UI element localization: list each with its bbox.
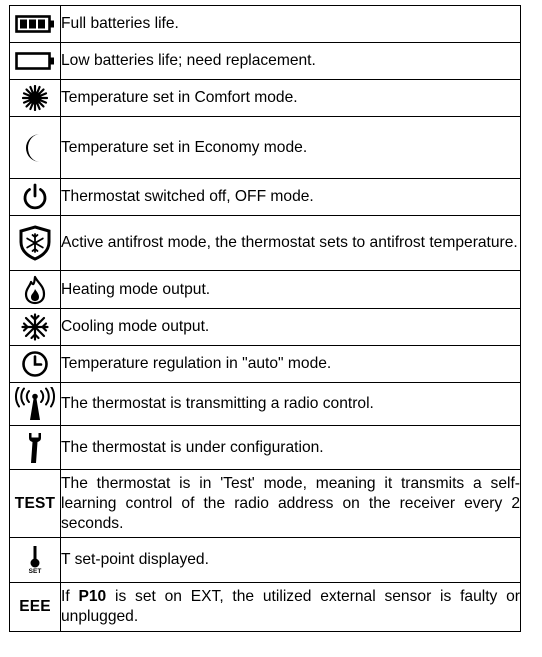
table-row [10, 216, 521, 271]
icon-cell [10, 583, 61, 632]
battery-low-icon [10, 51, 60, 71]
description-text: If [61, 588, 79, 605]
table-row [10, 6, 521, 43]
description-cell: Thermostat switched off, OFF mode. [61, 179, 521, 216]
icon-cell [10, 346, 61, 383]
description-cell: Cooling mode output. [61, 309, 521, 346]
table-row [10, 179, 521, 216]
description-cell: T set-point displayed. [61, 538, 521, 583]
icon-cell [10, 179, 61, 216]
icon-cell [10, 80, 61, 117]
description-cell: Heating mode output. [61, 271, 521, 309]
icon-cell [10, 6, 61, 43]
sun-icon [10, 85, 60, 111]
description-cell [61, 583, 521, 632]
icon-cell [10, 383, 61, 426]
table-row [10, 583, 521, 632]
description-cell: The thermostat is under configuration. [61, 426, 521, 470]
antenna-icon [10, 387, 60, 421]
icon-cell [10, 271, 61, 309]
description-cell: The thermostat is in 'Test' mode, meaning it transmits a self-learning control of the radio address on the receiver every 2 seconds. [61, 470, 521, 538]
icon-cell [10, 43, 61, 80]
description-cell: Low batteries life; need replacement. [61, 43, 521, 80]
table-row [10, 271, 521, 309]
icon-cell [10, 117, 61, 179]
icon-cell [10, 216, 61, 271]
table-row [10, 426, 521, 470]
setpoint-thermometer-icon [10, 545, 60, 569]
antifrost-shield-icon [10, 225, 60, 261]
table-row [10, 117, 521, 179]
power-icon [10, 183, 60, 211]
battery-full-icon [10, 14, 60, 34]
table-row [10, 346, 521, 383]
description-cell: Temperature set in Economy mode. [61, 117, 521, 179]
flame-icon [10, 275, 60, 305]
description-cell: Temperature set in Comfort mode. [61, 80, 521, 117]
clock-icon [10, 350, 60, 378]
icon-cell [10, 309, 61, 346]
description-cell: Temperature regulation in "auto" mode. [61, 346, 521, 383]
description-cell: Full batteries life. [61, 6, 521, 43]
setpoint-label: SET [28, 568, 42, 575]
description-text: is set on EXT, the utilized external sensor is faulty or unplugged. [61, 588, 520, 625]
symbol-legend-table [9, 5, 521, 632]
description-cell: The thermostat is transmitting a radio control. [61, 383, 521, 426]
moon-icon [10, 133, 60, 163]
table-row [10, 470, 521, 538]
table-row [10, 80, 521, 117]
table-row [10, 43, 521, 80]
table-row [10, 383, 521, 426]
parameter-p10: P10 [78, 588, 107, 605]
test-mode-label: TEST [14, 494, 56, 512]
icon-cell [10, 538, 61, 583]
icon-cell [10, 470, 61, 538]
icon-cell [10, 426, 61, 470]
snowflake-icon [10, 313, 60, 341]
table-row [10, 309, 521, 346]
table-row [10, 538, 521, 583]
wrench-icon [10, 431, 60, 465]
description-cell: Active antifrost mode, the thermostat sets to antifrost temperature. [61, 216, 521, 271]
eee-error-label: EEE [19, 598, 51, 615]
